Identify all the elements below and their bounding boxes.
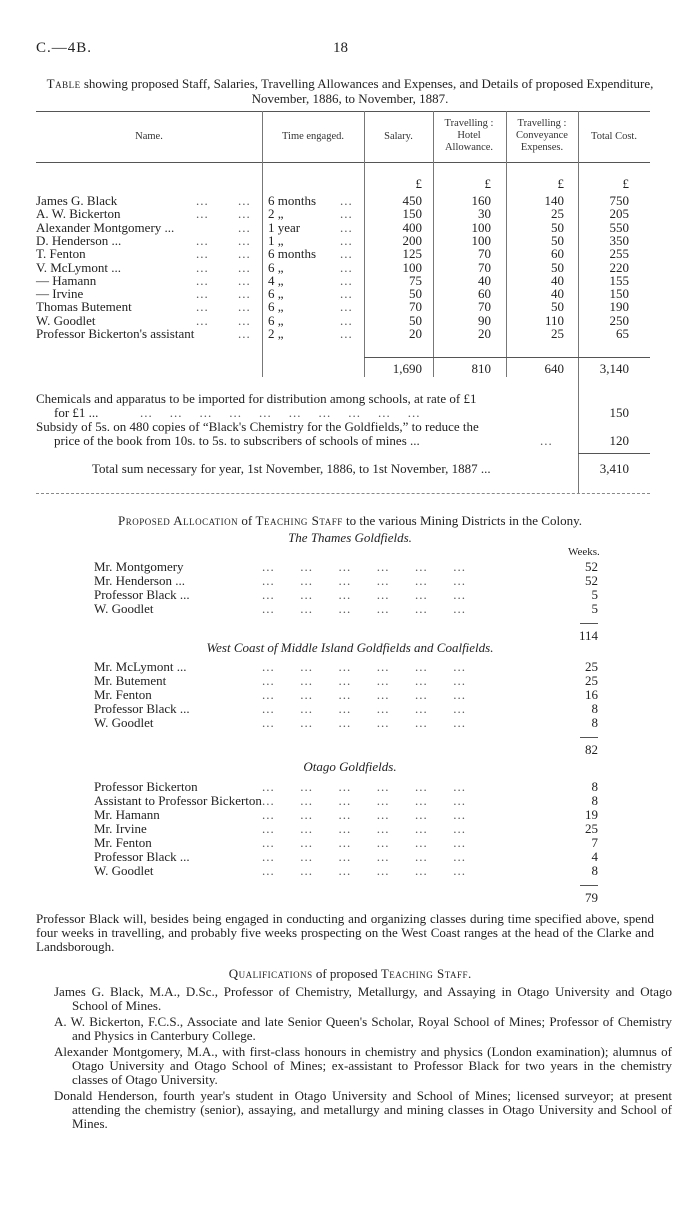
row-name: V. McLymont ... <box>36 259 121 275</box>
row-salary: 150 <box>402 206 422 222</box>
row-name: T. Fenton <box>36 246 86 262</box>
allocation-subtotal-rule <box>580 737 598 738</box>
allocation-person: Mr. McLymont ... <box>94 659 187 674</box>
row-time: 1 year <box>268 219 301 235</box>
row-conveyance: 50 <box>551 299 564 315</box>
row-hotel: 160 <box>471 193 491 208</box>
allocation-weeks: 25 <box>585 659 598 674</box>
row-name: — Hamann <box>36 272 97 288</box>
weeks-label: Weeks. <box>568 546 600 558</box>
qualification-entry: James G. Black, M.A., D.Sc., Professor of Chemistry, Metallurgy, and Assaying in Otago University and Otago School of Mines. <box>54 984 672 1013</box>
allocation-person: Professor Black ... <box>94 849 190 864</box>
row-hotel: 30 <box>478 206 491 222</box>
row-total: 350 <box>609 232 629 248</box>
row-conveyance: 25 <box>551 206 564 222</box>
table-title-lead: Table <box>46 76 81 91</box>
allocation-weeks: 19 <box>585 807 598 822</box>
allocation-title-a: Proposed Allocation <box>118 513 239 528</box>
row-name: — Irvine <box>36 286 84 302</box>
subsidy-line1: Subsidy of 5s. on 480 copies of “Black's Chemistry for the Goldfields,” to reduce the <box>36 419 479 434</box>
table-header-rule <box>36 162 650 163</box>
total-hotel: 810 <box>471 361 491 376</box>
row-name: W. Goodlet <box>36 312 96 328</box>
allocation-group-heading: West Coast of Middle Island Goldfields and Coalfields. <box>206 640 494 655</box>
row-time: 2 „ <box>268 326 284 341</box>
row-time: 6 „ <box>268 312 284 328</box>
chemicals-line2: for £1 ... <box>54 405 99 420</box>
allocation-person: W. Goodlet <box>94 715 154 730</box>
allocation-person: Mr. Fenton <box>94 687 152 702</box>
allocation-person: Professor Bickerton <box>94 779 198 794</box>
row-salary: 400 <box>402 219 422 235</box>
qualifications-title-a: Qualifications <box>228 966 313 981</box>
row-hotel: 70 <box>478 259 491 275</box>
row-name: Professor Bickerton's assistant <box>36 326 195 341</box>
currency-symbol: £ <box>484 176 491 191</box>
row-total: 150 <box>609 286 629 302</box>
allocation-group-heading: Otago Goldfields. <box>303 759 397 774</box>
row-total: 220 <box>609 259 629 275</box>
allocation-person: W. Goodlet <box>94 601 154 616</box>
allocation-person: Mr. Butement <box>94 673 167 688</box>
allocation-title-c: Teaching Staff <box>255 513 343 528</box>
row-hotel: 20 <box>478 326 491 341</box>
allocation-note: Professor Black will, besides being engaged in conducting and organizing classes during time specified above, spend four weeks in travelling, and probably five weeks prospecting on the West Coast ranges at the head of the Clarke and Landsborough. <box>36 911 654 954</box>
row-time: 6 „ <box>268 259 284 275</box>
qualifications-title-b: of proposed <box>312 966 381 981</box>
allocation-weeks: 5 <box>591 587 598 602</box>
allocation-title-b: of <box>238 513 256 528</box>
allocation-weeks: 4 <box>591 849 598 864</box>
row-salary: 20 <box>409 326 422 341</box>
row-conveyance: 25 <box>551 326 564 341</box>
row-time: 2 „ <box>268 206 284 222</box>
allocation-weeks: 25 <box>585 673 598 688</box>
page-number: 18 <box>333 40 348 56</box>
allocation-title <box>40 513 660 529</box>
row-time: 6 months <box>268 246 317 262</box>
row-hotel: 60 <box>478 286 491 302</box>
total-conveyance: 640 <box>544 361 564 376</box>
col-header-salary: Salary. <box>384 131 413 142</box>
col-header-conveyance: Travelling : Conveyance Expenses. <box>516 118 568 153</box>
col-divider <box>262 111 263 377</box>
allocation-weeks: 16 <box>585 687 598 702</box>
row-salary: 75 <box>409 272 422 288</box>
table-title <box>40 76 660 106</box>
row-hotel: 40 <box>478 272 491 288</box>
allocation-weeks: 8 <box>591 863 598 878</box>
allocation-total-weeks: 114 <box>578 628 598 643</box>
row-salary: 70 <box>409 299 422 315</box>
allocation-person: Professor Black ... <box>94 701 190 716</box>
row-total: 155 <box>609 272 629 288</box>
allocation-weeks: 25 <box>585 821 598 836</box>
allocation-person: Professor Black ... <box>94 587 190 602</box>
row-name: James G. Black <box>36 193 118 208</box>
qualifications-title-d: . <box>468 966 472 981</box>
row-total: 255 <box>609 246 629 262</box>
allocation-subtotal-rule <box>580 623 598 624</box>
grand-total-value: 3,410 <box>599 461 629 476</box>
subtotal-rule <box>364 357 650 358</box>
row-total: 250 <box>609 312 629 328</box>
allocation-person: Assistant to Professor Bickerton <box>94 793 262 808</box>
row-hotel: 70 <box>478 299 491 315</box>
row-time: 1 „ <box>268 232 284 248</box>
currency-symbol: £ <box>557 176 564 191</box>
allocation-person: W. Goodlet <box>94 863 154 878</box>
allocation-person: Mr. Henderson ... <box>94 573 185 588</box>
row-salary: 50 <box>409 312 422 328</box>
currency-symbol: £ <box>622 176 629 191</box>
row-time: 4 „ <box>268 272 284 288</box>
col-header-total: Total Cost. <box>591 131 637 142</box>
row-hotel: 100 <box>471 219 491 235</box>
qualifications-title <box>40 966 660 982</box>
row-time: 6 „ <box>268 299 284 315</box>
grand-total-label: Total sum necessary for year, 1st November, 1886, to 1st November, 1887 ... <box>92 461 491 476</box>
row-conveyance: 40 <box>551 286 564 302</box>
allocation-weeks: 8 <box>591 701 598 716</box>
qualification-entry: A. W. Bickerton, F.C.S., Associate and late Senior Queen's Scholar, Royal School of Mines; Professor of Chemistry and Physics in Canterbury College. <box>54 1014 672 1043</box>
row-name: A. W. Bickerton <box>36 206 121 222</box>
row-conveyance: 50 <box>551 219 564 235</box>
chemicals-value: 150 <box>609 405 629 420</box>
table-top-rule <box>36 111 650 112</box>
total-salary: 1,690 <box>392 361 422 376</box>
allocation-weeks: 52 <box>585 559 598 574</box>
total-cost: 3,140 <box>599 361 629 376</box>
currency-symbol: £ <box>415 176 422 191</box>
row-salary: 100 <box>402 259 422 275</box>
allocation-weeks: 7 <box>591 835 598 850</box>
row-salary: 125 <box>402 246 422 262</box>
allocation-person: Mr. Montgomery <box>94 559 184 574</box>
row-conveyance: 60 <box>551 246 564 262</box>
table-title-rest: showing proposed Staff, Salaries, Travelling Allowances and Expenses, and Details of proposed Expenditure, November, 1886, to November, 1887. <box>80 76 654 106</box>
qualification-entry: Donald Henderson, fourth year's student in Otago University and School of Mines; licensed surveyor; at present attending the chemistry (senior), assaying, and metallurgy and mining classes in Otago University and School of Mines. <box>54 1088 672 1131</box>
row-total: 205 <box>609 206 629 222</box>
row-conveyance: 50 <box>551 259 564 275</box>
allocation-person: Mr. Hamann <box>94 807 160 822</box>
allocation-weeks: 52 <box>585 573 598 588</box>
qualifications-title-c: Teaching Staff <box>380 966 469 981</box>
row-hotel: 70 <box>478 246 491 262</box>
row-total: 550 <box>609 219 629 235</box>
allocation-weeks: 8 <box>591 779 598 794</box>
allocation-total-weeks: 79 <box>585 890 598 905</box>
col-header-name: Name. <box>135 131 163 142</box>
row-salary: 450 <box>402 193 422 208</box>
row-time: 6 „ <box>268 286 284 302</box>
row-conveyance: 110 <box>544 312 564 328</box>
row-conveyance: 50 <box>551 232 564 248</box>
row-name: Alexander Montgomery ... <box>36 219 175 235</box>
chemicals-line1: Chemicals and apparatus to be imported for distribution among schools, at rate of £1 <box>36 391 477 406</box>
subsidy-value: 120 <box>609 433 629 448</box>
row-salary: 50 <box>409 286 422 302</box>
grand-total-rule <box>578 453 650 454</box>
table-bottom-rule <box>36 493 650 494</box>
col-header-hotel: Travelling : Hotel Allowance. <box>444 118 494 153</box>
document-code: C.—4B. <box>36 40 93 56</box>
row-salary: 200 <box>402 232 422 248</box>
allocation-person: Mr. Irvine <box>94 821 147 836</box>
row-conveyance: 40 <box>551 272 564 288</box>
row-name: Thomas Butement <box>36 299 132 315</box>
allocation-weeks: 8 <box>591 793 598 808</box>
row-total: 190 <box>609 299 629 315</box>
allocation-person: Mr. Fenton <box>94 835 152 850</box>
row-time: 6 months <box>268 193 317 208</box>
row-conveyance: 140 <box>544 193 564 208</box>
allocation-weeks: 5 <box>591 601 598 616</box>
allocation-total-weeks: 82 <box>585 742 598 757</box>
row-total: 750 <box>609 193 629 208</box>
allocation-subtotal-rule <box>580 885 598 886</box>
subsidy-line2: price of the book from 10s. to 5s. to subscribers of schools of mines ... <box>54 433 420 448</box>
row-hotel: 90 <box>478 312 491 328</box>
col-header-time: Time engaged. <box>281 131 345 142</box>
allocation-weeks: 8 <box>591 715 598 730</box>
row-hotel: 100 <box>471 232 491 248</box>
allocation-title-d: to the various Mining Districts in the Colony. <box>342 513 582 528</box>
allocation-group-heading: The Thames Goldfields. <box>288 530 412 545</box>
row-name: D. Henderson ... <box>36 232 122 248</box>
row-total: 65 <box>616 326 629 341</box>
qualification-entry: Alexander Montgomery, M.A., with first-class honours in chemistry and physics (London examination); alumnus of Otago University and Otago School of Mines; ex-assistant to Professor Black for two years in the chemistry classes of Otago University. <box>54 1044 672 1087</box>
